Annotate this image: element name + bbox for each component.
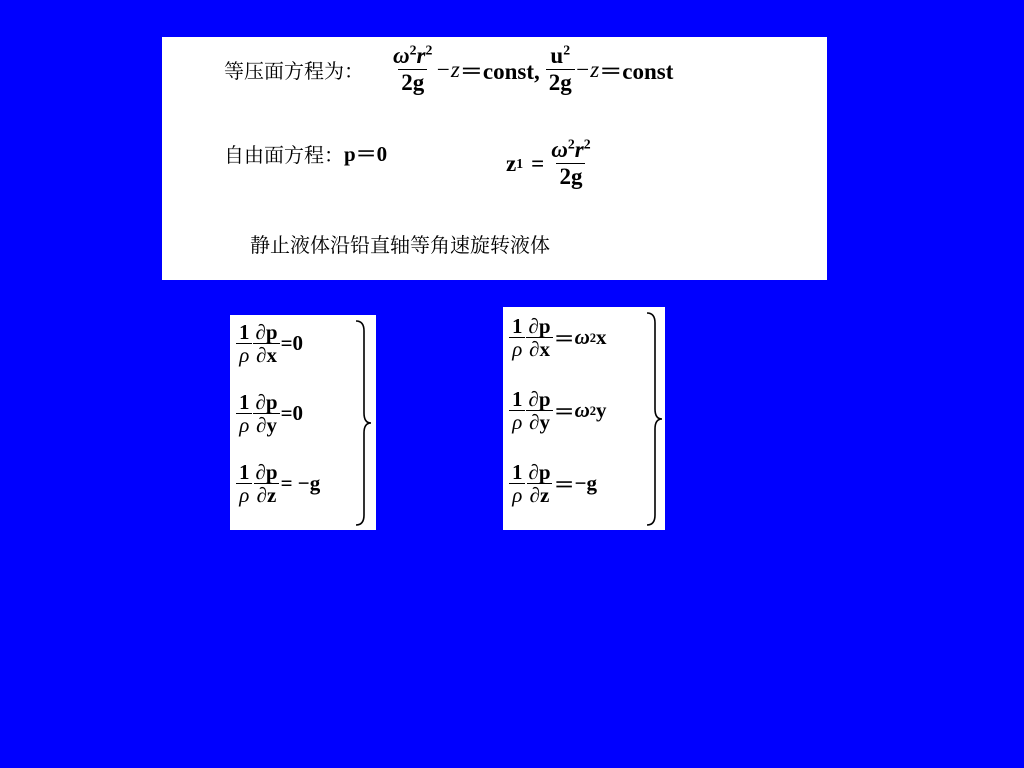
rotating-equation-box	[503, 307, 665, 530]
u-fraction: $\frac{u^2}{2g}$	[546, 43, 575, 97]
isobaric-label: 等压面方程为：	[224, 59, 364, 84]
right-brace-icon	[354, 319, 374, 527]
free-surface-label: 自由面方程：	[224, 142, 344, 167]
caption: 静止液体沿铅直轴等角速旋转液体	[250, 233, 550, 257]
static-eq-row-y: $\frac{1}{\rho}$ $\frac{\partial p}{\partial y}$ =0	[236, 391, 303, 436]
static-eq-row-z: $\frac{1}{\rho}$ $\frac{\partial p}{\partial z}$ = −g	[236, 461, 320, 506]
omega-r-fraction: $\frac{\omega^2r^2}{2g}$	[393, 42, 433, 96]
rotating-eq-row-x: $\frac{1}{\rho}$ $\frac{\partial p}{\partial x}$ ＝ ω 2 x	[509, 315, 607, 360]
minus-z: −z	[435, 56, 460, 82]
equation-panel	[162, 37, 827, 280]
free-surface-condition: p＝0	[344, 142, 388, 166]
rotating-eq-row-y: $\frac{1}{\rho}$ $\frac{\partial p}{\partial y}$ ＝ ω 2 y	[509, 388, 607, 433]
isobaric-equation	[390, 43, 673, 97]
equals-const-2: ＝const	[599, 59, 674, 85]
free-surface-row	[224, 138, 387, 168]
static-equation-box	[230, 315, 376, 530]
right-brace-icon	[645, 311, 665, 527]
minus-z-2: −z	[574, 56, 600, 82]
isobaric-equation-row	[224, 43, 673, 97]
equals-const: ＝const,	[459, 59, 540, 85]
static-eq-row-x: $\frac{1}{\rho}$ $\frac{\partial p}{\partial x}$ =0	[236, 321, 303, 366]
z1-equation: z 1 = $\frac{\omega^2r^2}{2g}$	[506, 136, 591, 190]
rotating-eq-row-z: $\frac{1}{\rho}$ $\frac{\partial p}{\partial z}$ ＝ −g	[509, 461, 597, 506]
